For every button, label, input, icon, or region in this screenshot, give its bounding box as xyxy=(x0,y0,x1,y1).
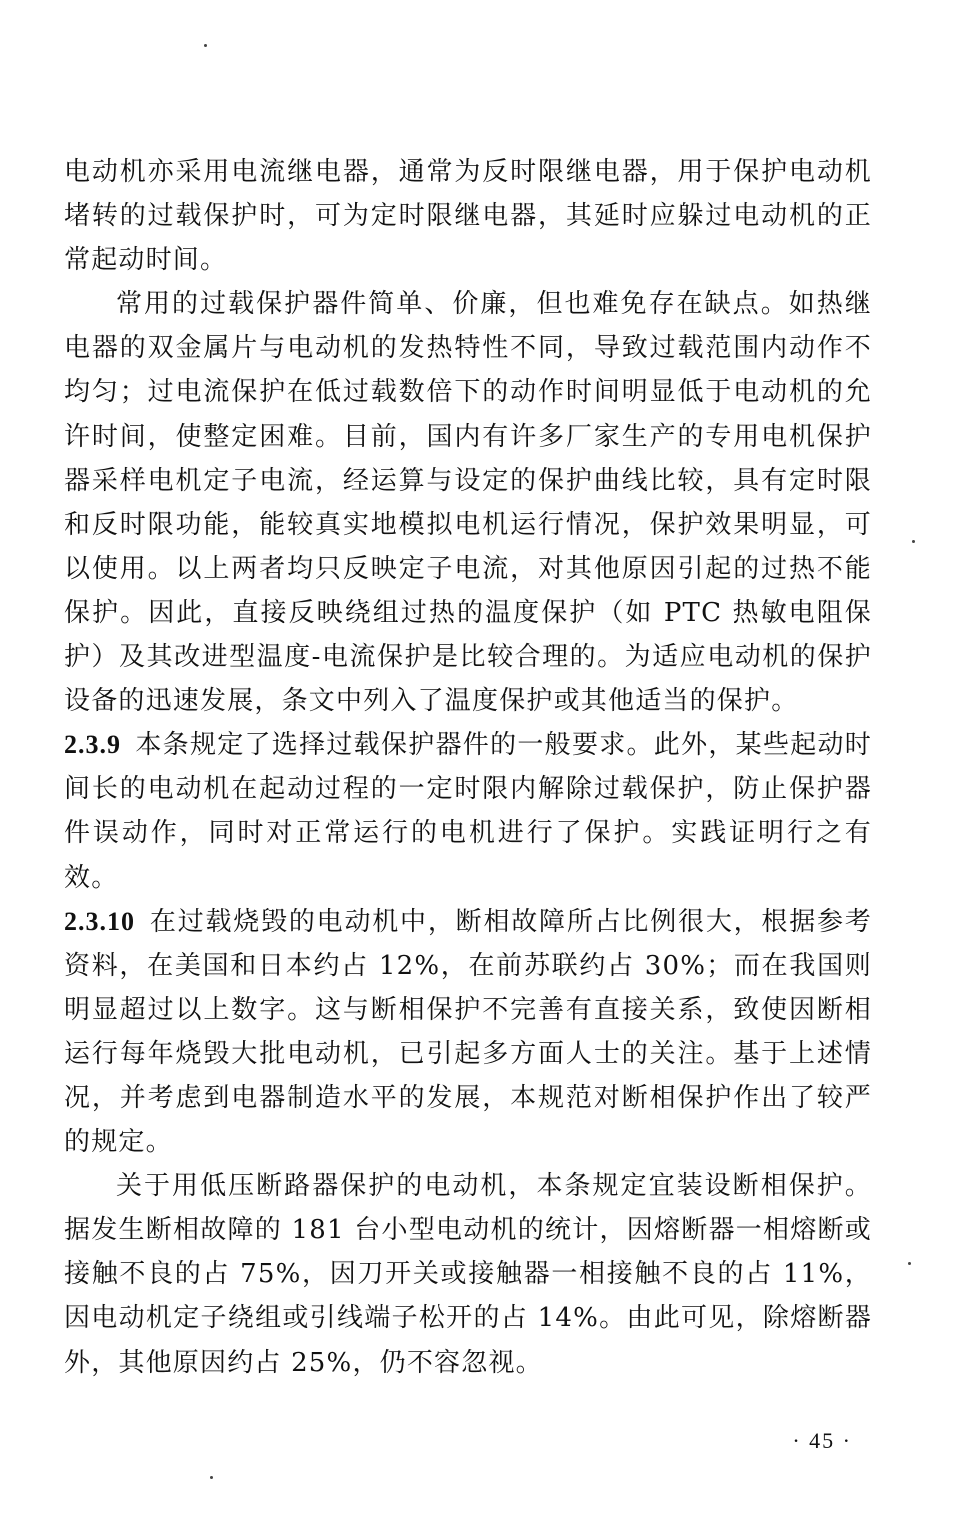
paragraph-overload-devices: 常用的过载保护器件简单、价廉，但也难免存在缺点。如热继电器的双金属片与电动机的发热特性不同，导致过载范围内动作不均匀；过电流保护在低过载数倍下的动作时间明显低于电动机的允许时间，使整定困难。目前，国内有许多厂家生产的专用电机保护器采样电机定子电流，经运算与设定的保护曲线比较，具有定时限和反时限功能，能较真实地模拟电机运行情况，保护效果明显，可以使用。以上两者均只反映定子电流，对其他原因引起的过热不能保护。因此，直接反映绕组过热的温度保护（如 PTC 热敏电阻保护）及其改进型温度-电流保护是比较合理的。为适应电动机的保护设备的迅速发展，条文中列入了温度保护或其他适当的保护。 xyxy=(64,289,872,717)
paragraph-clause-2-3-10 xyxy=(64,900,872,1165)
scan-speck xyxy=(204,44,207,47)
scan-speck xyxy=(908,1262,911,1265)
clause-number: 2.3.10 xyxy=(64,906,135,936)
body-text xyxy=(64,150,872,1385)
scan-speck xyxy=(912,540,915,543)
scan-speck xyxy=(210,1476,213,1479)
paragraph-clause-2-3-9 xyxy=(64,723,872,899)
clause-number: 2.3.9 xyxy=(64,730,121,760)
clause-text: 在过载烧毁的电动机中，断相故障所占比例很大，根据参考资料，在美国和日本约占 12%，在前苏联约占 30%；而在我国则明显超过以上数字。这与断相保护不完善有直接关系，致使因断相运行每年烧毁大批电动机，已引起多方面人士的关注。基于上述情况，并考虑到电器制造水平的发展，本规范对断相保护作出了较严的规定。 xyxy=(64,906,872,1158)
clause-text: 本条规定了选择过载保护器件的一般要求。此外，某些起动时间长的电动机在起动过程的一定时限内解除过载保护，防止保护器件误动作，同时对正常运行的电机进行了保护。实践证明行之有效。 xyxy=(64,730,872,893)
page-number: · 45 · xyxy=(792,1428,852,1453)
paragraph-motor-relay: 电动机亦采用电流继电器，通常为反时限继电器，用于保护电动机堵转的过载保护时，可为定时限继电器，其延时应躲过电动机的正常起动时间。 xyxy=(64,157,872,276)
paragraph-phase-failure-statistics: 关于用低压断路器保护的电动机，本条规定宜装设断相保护。据发生断相故障的 181 台小型电动机的统计，因熔断器一相熔断或接触不良的占 75%，因刀开关或接触器一相接触不良的占 11%，因电动机定子绕组或引线端子松开的占 14%。由此可见，除熔断器外，其他原因约占 25%，仍不容忽视。 xyxy=(64,1171,872,1378)
